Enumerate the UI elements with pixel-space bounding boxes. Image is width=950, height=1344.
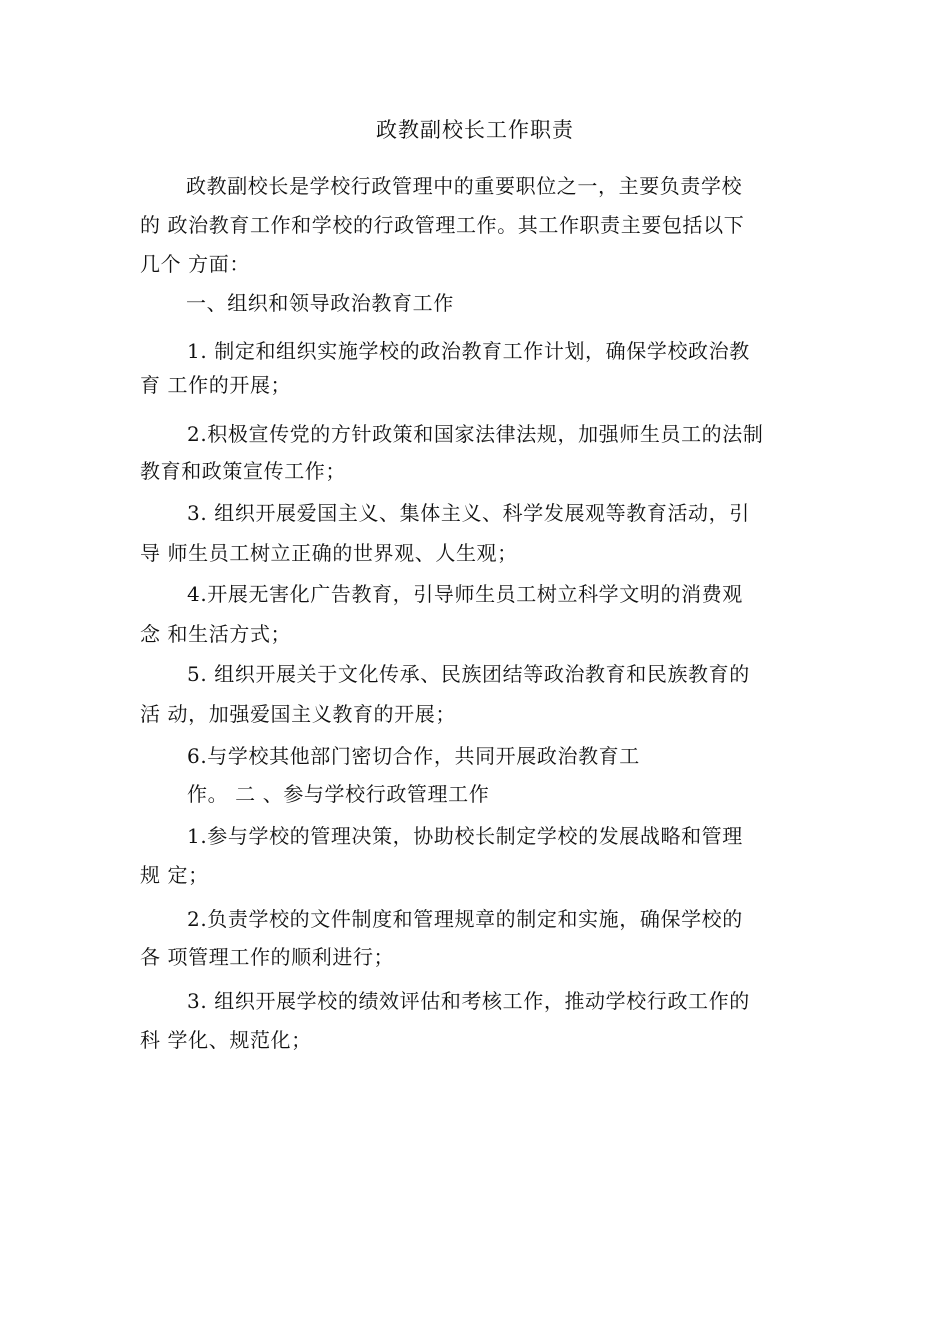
list-item-line: 导 师生员工树立正确的世界观、人生观； (140, 541, 518, 565)
list-item-line: 6.与学校其他部门密切合作，共同开展政治教育工 (187, 744, 640, 768)
section-heading: 一、组织和领导政治教育工作 (186, 291, 454, 315)
list-item-line: 4.开展无害化广告教育，引导师生员工树立科学文明的消费观 (187, 582, 743, 606)
list-item-line: 念 和生活方式； (140, 622, 292, 646)
list-item-line: 科 学化、规范化； (140, 1028, 312, 1052)
list-item-line: 5. 组织开展关于文化传承、民族团结等政治教育和民族教育的 (187, 662, 750, 686)
list-item-line: 教育和政策宣传工作； (140, 459, 346, 483)
paragraph-line: 的 政治教育工作和学校的行政管理工作。其工作职责主要包括以下 (140, 213, 745, 237)
list-item-line: 3. 组织开展爱国主义、集体主义、科学发展观等教育活动，引 (187, 501, 750, 525)
paragraph-line: 政教副校长是学校行政管理中的重要职位之一，主要负责学校 (186, 174, 743, 198)
paragraph-line: 几个 方面： (140, 252, 250, 276)
list-item-line: 2.负责学校的文件制度和管理规章的制定和实施，确保学校的 (187, 907, 743, 931)
page-title: 政教副校长工作职责 (376, 118, 574, 142)
list-item-line: 各 项管理工作的顺利进行； (140, 945, 395, 969)
list-item-line: 3. 组织开展学校的绩效评估和考核工作，推动学校行政工作的 (187, 989, 750, 1013)
list-item-line: 2.积极宣传党的方针政策和国家法律法规，加强师生员工的法制 (187, 422, 764, 446)
section-heading: 作。 二 、参与学校行政管理工作 (187, 782, 490, 806)
list-item-line: 规 定； (140, 863, 209, 887)
list-item-line: 活 动，加强爱国主义教育的开展； (140, 702, 456, 726)
list-item-line: 1.参与学校的管理决策，协助校长制定学校的发展战略和管理 (187, 824, 743, 848)
list-item-line: 1. 制定和组织实施学校的政治教育工作计划，确保学校政治教 (187, 339, 750, 363)
list-item-line: 育 工作的开展； (140, 373, 292, 397)
